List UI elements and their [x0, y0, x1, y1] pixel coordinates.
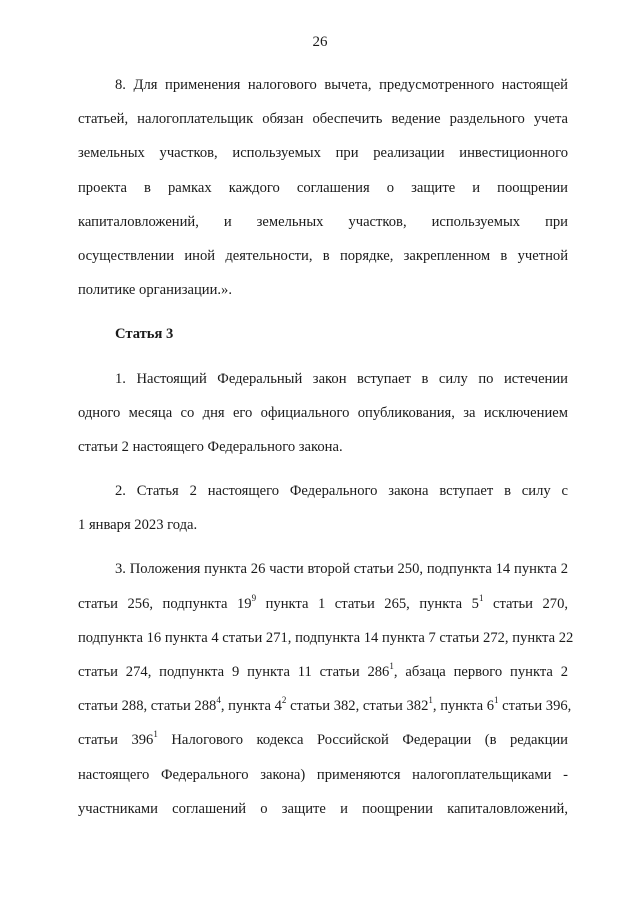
superscript: 1 — [153, 729, 158, 740]
superscript: 4 — [216, 695, 221, 706]
text-line — [78, 587, 568, 621]
article-heading: Статья 3 — [115, 326, 174, 343]
text-line: одного месяца со дня его официального опубликования, за исключением — [78, 404, 568, 421]
text-segment: Налогового кодекса Российской Федерации (в редакции — [157, 732, 568, 749]
text-line: 3. Положения пункта 26 части второй статьи 250, подпункта 14 пункта 2 — [115, 561, 568, 578]
text-line: политике организации.». — [78, 282, 232, 299]
text-line — [78, 689, 572, 723]
text-line: 2. Статья 2 настоящего Федерального закона вступает в силу с — [115, 483, 568, 500]
text-line: проекта в рамках каждого соглашения о защите и поощрении — [78, 179, 568, 196]
superscript: 1 — [389, 661, 394, 671]
text-line: капиталовложений, и земельных участков, используемых при — [78, 213, 568, 230]
text-line: настоящего Федерального закона) применяются налогоплательщиками - — [78, 766, 568, 783]
text-segment: , пункта 4 — [220, 698, 282, 715]
text-segment: , пункта 6 — [432, 698, 494, 715]
text-line: статьей, налогоплательщик обязан обеспечить ведение раздельного учета — [78, 111, 568, 128]
article-3-item-2 — [78, 474, 568, 542]
superscript: 1 — [494, 695, 499, 706]
text-segment: пункта 1 статьи 265, пункта 5 — [256, 595, 479, 612]
article-3-heading-block — [78, 317, 568, 351]
superscript: 9 — [251, 592, 257, 603]
text-segment: статьи 270, — [483, 595, 569, 612]
article-3-item-3 — [78, 552, 574, 826]
text-line: статьи 2 настоящего Федерального закона. — [78, 438, 343, 455]
article-3-item-1 — [78, 362, 568, 465]
text-line: 1. Настоящий Федеральный закон вступает в силу по истечении — [115, 370, 568, 387]
text-segment: статьи 256, подпункта 19 — [78, 595, 252, 612]
text-segment: , абзаца первого пункта 2 — [393, 664, 568, 680]
text-line: подпункта 16 пункта 4 статьи 271, подпункта 14 пункта 7 статьи 272, пункта 22 — [78, 629, 574, 646]
text-segment: статьи 396 — [78, 732, 154, 749]
superscript: 1 — [428, 695, 433, 706]
document-body — [78, 68, 574, 826]
text-line — [78, 655, 568, 689]
text-line: 1 января 2023 года. — [78, 517, 198, 534]
text-line: земельных участков, используемых при реализации инвестиционного — [78, 145, 568, 162]
text-line: участниками соглашений о защите и поощрении капиталовложений, — [78, 800, 568, 817]
text-segment: статьи 274, подпункта 9 пункта 11 статьи 286 — [78, 664, 390, 680]
superscript: 2 — [281, 695, 287, 706]
text-segment: статьи 382, статьи 382 — [286, 698, 429, 715]
text-segment: статьи 396, — [498, 698, 572, 715]
text-line: 8. Для применения налогового вычета, предусмотренного настоящей — [115, 77, 568, 93]
superscript: 1 — [478, 592, 484, 603]
text-segment: статьи 288, статьи 288 — [78, 698, 217, 715]
page-number: 26 — [312, 34, 328, 50]
text-line — [78, 723, 568, 757]
paragraph-8 — [78, 68, 568, 307]
text-line: осуществлении иной деятельности, в порядке, закрепленном в учетной — [78, 247, 568, 264]
